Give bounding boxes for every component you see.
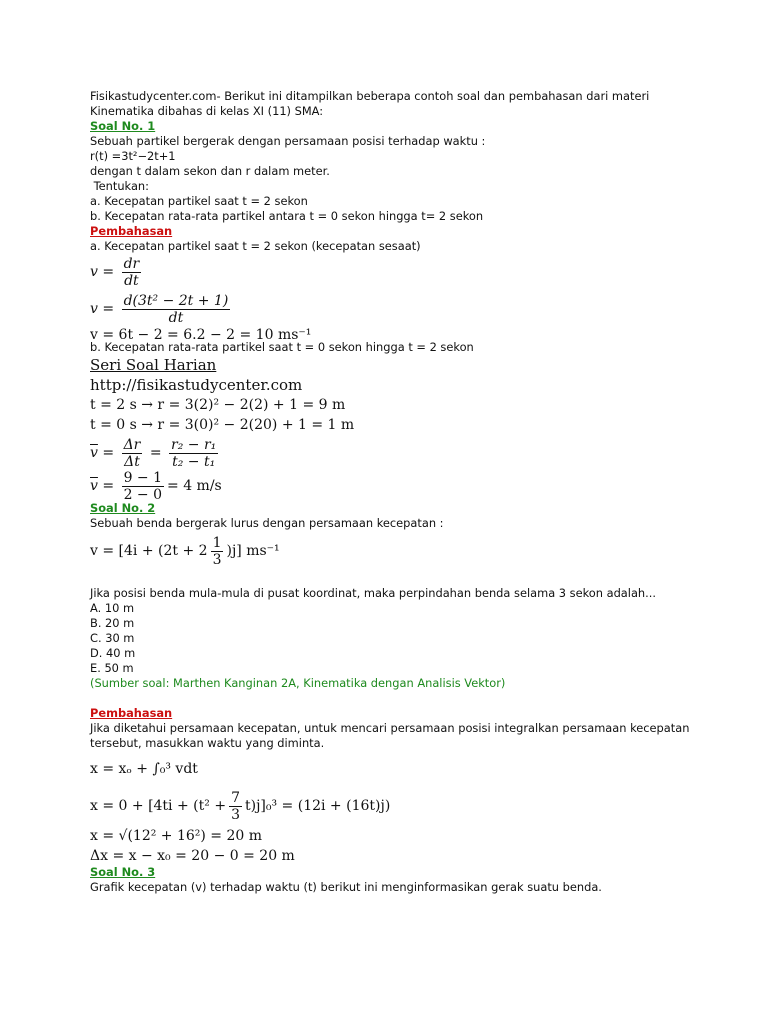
equation-displacement: Δx = x − x₀ = 20 − 0 = 20 m bbox=[90, 848, 295, 864]
equation-rest: = 4 m/s bbox=[167, 478, 222, 494]
equation-average-velocity-result: $\overline{v}$ = $\frac{9 - 1}{2 - 0}$ = 4 m/s bbox=[90, 471, 222, 501]
brand-title: Seri Soal Harian bbox=[90, 356, 217, 374]
soal-1-heading: Soal No. 1 bbox=[90, 119, 156, 133]
fraction: $\frac{\text{d(3t² − 2t + 1)}}{dt}$ bbox=[123, 292, 229, 326]
equation-v-dr-dt: v = $\frac{dr}{dt}$ bbox=[90, 255, 140, 289]
equation-velocity-vector: v = [4i + (2t + 2 $\frac{1}{3}$ )j] ms⁻¹ bbox=[90, 534, 280, 568]
option-d: D. 40 m bbox=[90, 646, 136, 660]
fraction: $\frac{dr}{dt}$ bbox=[123, 255, 140, 289]
part-a-text: a. Kecepatan partikel saat t = 2 sekon (kecepatan sesaat) bbox=[90, 239, 421, 253]
equation-derivative: v = $\frac{\text{d(3t² − 2t + 1)}}{dt}$ bbox=[90, 292, 229, 326]
fraction: $\frac{9 - 1}{2 - 0}$ bbox=[123, 471, 163, 501]
option-b: B. 20 m bbox=[90, 616, 135, 630]
brand-url: http://fisikastudycenter.com bbox=[90, 376, 303, 394]
part-b-text: b. Kecepatan rata-rata partikel saat t = 0 sekon hingga t = 2 sekon bbox=[90, 340, 474, 354]
option-c: C. 30 m bbox=[90, 631, 135, 645]
soal-2-heading: Soal No. 2 bbox=[90, 501, 156, 515]
soal-3-heading: Soal No. 3 bbox=[90, 865, 156, 879]
source-note: (Sumber soal: Marthen Kanginan 2A, Kinematika dengan Analisis Vektor) bbox=[90, 676, 506, 690]
intro-text: Fisikastudycenter.com- Berikut ini ditampilkan beberapa contoh soal dan pembahasan dari materi Kinematika dibahas di kelas XI (11) SMA: bbox=[90, 89, 653, 118]
pembahasan-2-heading: Pembahasan bbox=[90, 706, 173, 720]
explanation-text: Jika diketahui persamaan kecepatan, untuk mencari persamaan posisi integralkan persamaan kecepatan tersebut, masukkan waktu yang diminta. bbox=[90, 721, 694, 750]
pembahasan-1-heading: Pembahasan bbox=[90, 224, 173, 238]
option-e: E. 50 m bbox=[90, 661, 134, 675]
option-a: A. 10 m bbox=[90, 601, 135, 615]
soal-2-question: Jika posisi benda mula-mula di pusat koordinat, maka perpindahan benda selama 3 sekon adalah... bbox=[90, 586, 657, 600]
soal-2-text: Sebuah benda bergerak lurus dengan persamaan kecepatan : bbox=[90, 516, 444, 530]
fraction: $\frac{1}{3}$ bbox=[212, 534, 222, 568]
fraction: $\frac{\Delta r}{\Delta t}$ bbox=[123, 436, 141, 470]
soal-1-line: Sebuah partikel bergerak dengan persamaan posisi terhadap waktu : bbox=[90, 134, 486, 148]
equation-position-integral: x = xₒ + ∫₀³ vdt bbox=[90, 761, 198, 777]
equation-r-at-0: t = 0 s → r = 3(0)² − 2(20) + 1 = 1 m bbox=[90, 417, 355, 433]
fraction: $\frac{7}{3}$ bbox=[231, 789, 240, 823]
equation-average-velocity: $\overline{v}$ = $\frac{\Delta r}{\Delta t}$ = $\frac{\text{r₂ − r₁}}{\text{t₂ − t₁}}$ bbox=[90, 436, 217, 470]
soal-1-line: Tentukan: bbox=[90, 179, 149, 193]
equation-velocity-result: v = 6t − 2 = 6.2 − 2 = 10 ms⁻¹ bbox=[90, 328, 312, 340]
document-page bbox=[90, 89, 694, 895]
fraction: $\frac{\text{r₂ − r₁}}{\text{t₂ − t₁}}$ bbox=[171, 436, 217, 470]
equation-position-result: x = 0 + [4ti + (t² + $\frac{7}{3}$ t)j]₀³ = (12i + (16t)j) bbox=[90, 789, 391, 823]
soal-1-line: b. Kecepatan rata-rata partikel antara t = 0 sekon hingga t= 2 sekon bbox=[90, 209, 484, 223]
soal-1-line: dengan t dalam sekon dan r dalam meter. bbox=[90, 164, 330, 178]
equation-magnitude: x = √(12² + 16²) = 20 m bbox=[90, 828, 263, 844]
soal-1-line: r(t) =3t²−2t+1 bbox=[90, 149, 176, 163]
soal-3-text: Grafik kecepatan (v) terhadap waktu (t) berikut ini menginformasikan gerak suatu benda. bbox=[90, 880, 602, 894]
soal-1-line: a. Kecepatan partikel saat t = 2 sekon bbox=[90, 194, 308, 208]
equation-r-at-2: t = 2 s → r = 3(2)² − 2(2) + 1 = 9 m bbox=[90, 397, 346, 413]
